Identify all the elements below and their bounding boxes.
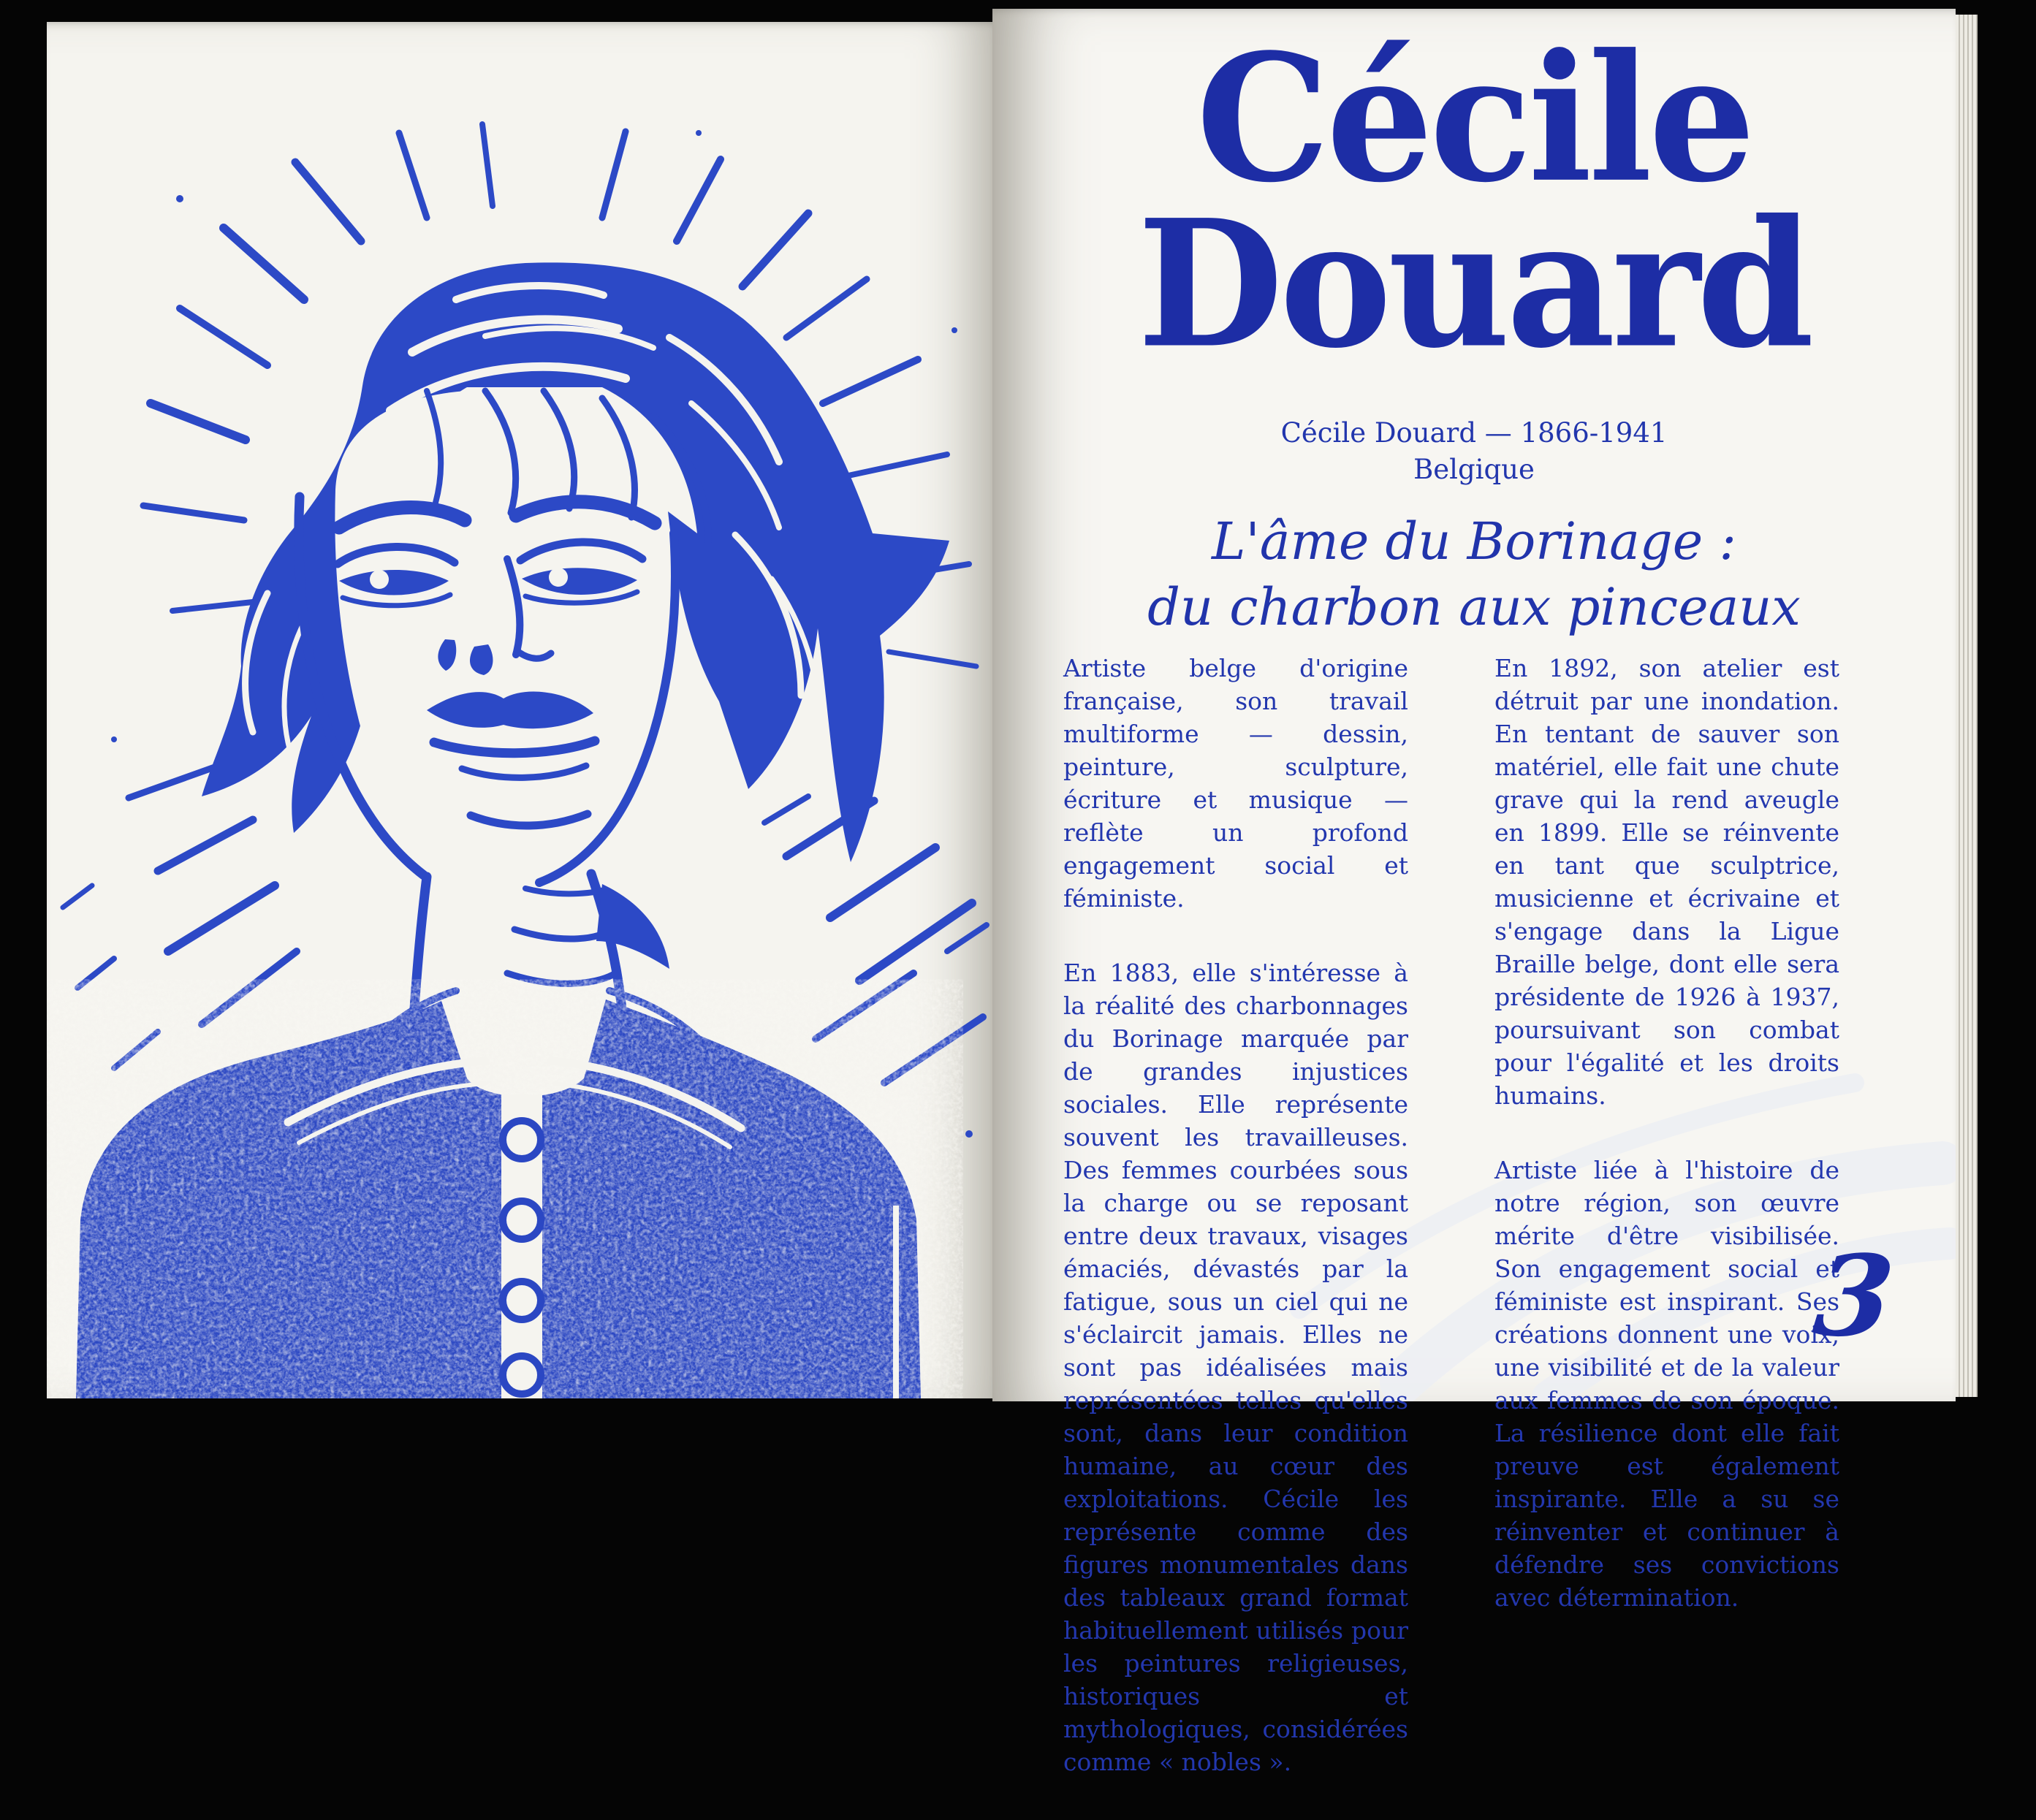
heading-line-1: L'âme du Borinage : — [1212, 511, 1736, 571]
title-line-2: Douard — [1137, 181, 1811, 387]
page-number: 3 — [1808, 1230, 1900, 1361]
title-line-1: Cécile — [1196, 16, 1752, 222]
left-page — [47, 22, 992, 1398]
heading-line-2: du charbon aux pinceaux — [1147, 577, 1801, 637]
jacket — [76, 1000, 921, 1398]
article-title — [992, 16, 1956, 387]
paragraph: En 1892, son atelier est détruit par une inondation. En tentant de sauver son matériel, elle fait une chute grave qui la rend aveugle en 1899. Elle se réinvente en tant que sculptrice, musicienne et écrivaine et s'engage dans la Ligue Braille belge, dont elle sera présidente de 1926 à 1937, poursuivant son combat pour l'égalité et les droits humains. — [1494, 654, 1839, 1110]
paragraph: Artiste liée à l'histoire de notre région, son œuvre mérite d'être visibilisée. Son engagement social et féministe est inspirant. Ses créations donnent une voix, une visibilité et de la valeur aux femmes de son époque. La résilience dont elle fait preuve est également inspirante. Elle a su se réinventer et continuer à défendre ses convictions avec détermination. — [1494, 1156, 1839, 1612]
paragraph: Artiste belge d'origine française, son travail multiforme — dessin, peinture, sculpture, écriture et musique — reflète un profond engagement social et féministe. — [1063, 654, 1408, 913]
artist-dates — [992, 415, 1956, 488]
page-stack-edge — [1956, 15, 1978, 1397]
article-heading — [992, 509, 1956, 640]
body-columns — [1063, 652, 1839, 1776]
artist-country: Belgique — [1413, 454, 1535, 485]
text-column-right — [1494, 652, 1839, 1656]
text-column-left — [1063, 652, 1408, 1820]
right-page — [992, 9, 1956, 1776]
paragraph: En 1883, elle s'intéresse à la réalité des charbonnages du Borinage marquée par de grandes injustices sociales. Elle représente souvent les travailleuses. Des femmes courbées sous la charge ou se reposant entre deux travaux, visages émaciés, dévastés par la fatigue, sous un ciel qui ne s'éclaircit jamais. Elles ne sont pas idéalisées mais représentées telles qu'elles sont, dans leur condition humaine, au cœur des exploitations. Cécile les représente comme des figures monumentales dans des tableaux grand format habituellement utilisés pour les peintures religieuses, historiques et mythologiques, considérées comme « nobles ». — [1063, 959, 1408, 1776]
portrait-linocut-illustration — [47, 22, 992, 1398]
artist-name-dates: Cécile Douard — 1866-1941 — [1280, 417, 1668, 449]
